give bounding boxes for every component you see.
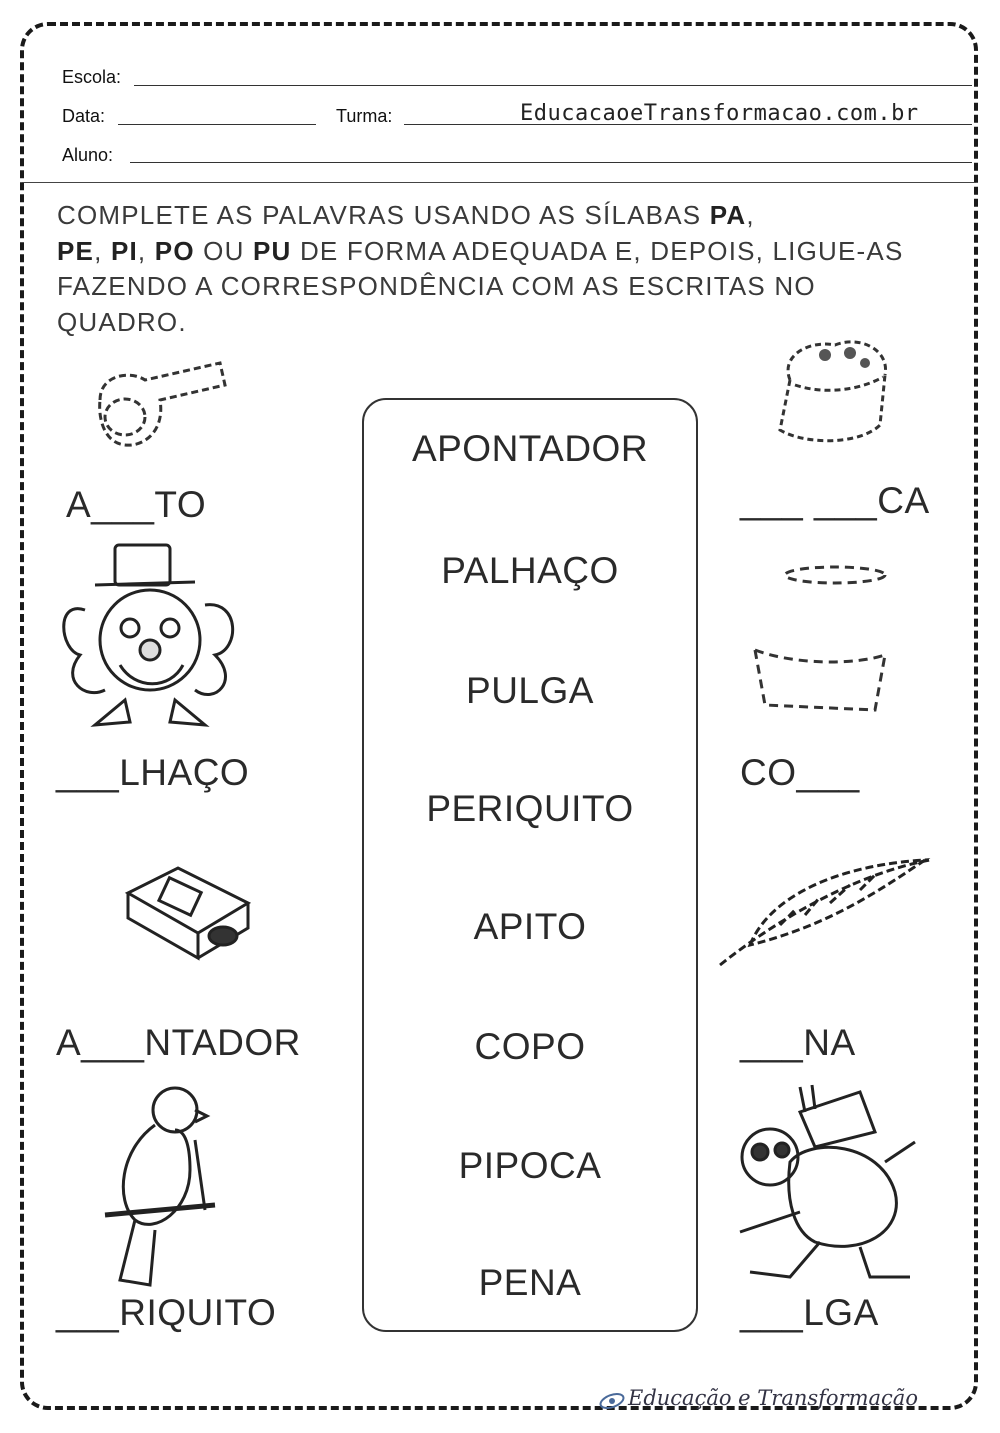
flea-icon: [720, 1082, 920, 1282]
school-label: Escola:: [62, 67, 122, 87]
word-apontador-incomplete: A___NTADOR: [56, 1022, 301, 1063]
bank-word: PENA: [478, 1262, 582, 1303]
parakeet-icon: [95, 1080, 220, 1290]
footer-brand: Educação e Transformação: [628, 1386, 918, 1410]
brand-logo-icon: [598, 1388, 626, 1414]
word-bank-box: [362, 398, 698, 1332]
word-apito-incomplete: A___TO: [66, 484, 207, 525]
bank-word: PULGA: [466, 670, 594, 711]
pencil-sharpener-icon: [118, 858, 258, 968]
word-pena-incomplete: ___NA: [740, 1022, 856, 1063]
class-label: Turma:: [336, 106, 393, 126]
school-line: [134, 85, 972, 86]
word-periquito-incomplete: ___RIQUITO: [56, 1292, 277, 1333]
word-palhaco-incomplete: ___LHAÇO: [56, 752, 250, 793]
date-label: Data:: [62, 106, 106, 126]
student-line: [130, 162, 972, 163]
bank-word: APITO: [473, 906, 587, 947]
date-line: [118, 124, 316, 125]
cup-icon: [735, 555, 895, 720]
popcorn-icon: [765, 335, 900, 445]
clown-icon: [55, 540, 245, 735]
word-pulga-incomplete: ___LGA: [740, 1292, 879, 1333]
student-label: Aluno:: [62, 145, 114, 165]
header-separator: [22, 182, 976, 183]
word-pipoca-incomplete: ___ ___CA: [740, 480, 930, 521]
bank-word: COPO: [474, 1026, 586, 1067]
bank-word: PALHAÇO: [441, 550, 619, 591]
word-copo-incomplete: CO___: [740, 752, 860, 793]
feather-icon: [710, 855, 935, 975]
whistle-icon: [90, 355, 230, 455]
bank-word: PERIQUITO: [426, 788, 634, 829]
instructions: COMPLETE AS PALAVRAS USANDO AS SÍLABAS PA, PE, PI, PO OU PU DE FORMA ADEQUADA E, DEPOIS, LIGUE-AS FAZENDO A CORRESPONDÊNCIA COM AS ESCRITAS NO QUADRO.: [57, 200, 904, 337]
bank-word: PIPOCA: [458, 1145, 602, 1186]
bank-word: APONTADOR: [411, 428, 649, 469]
website-text: EducacaoeTransformacao.com.br: [520, 101, 919, 126]
